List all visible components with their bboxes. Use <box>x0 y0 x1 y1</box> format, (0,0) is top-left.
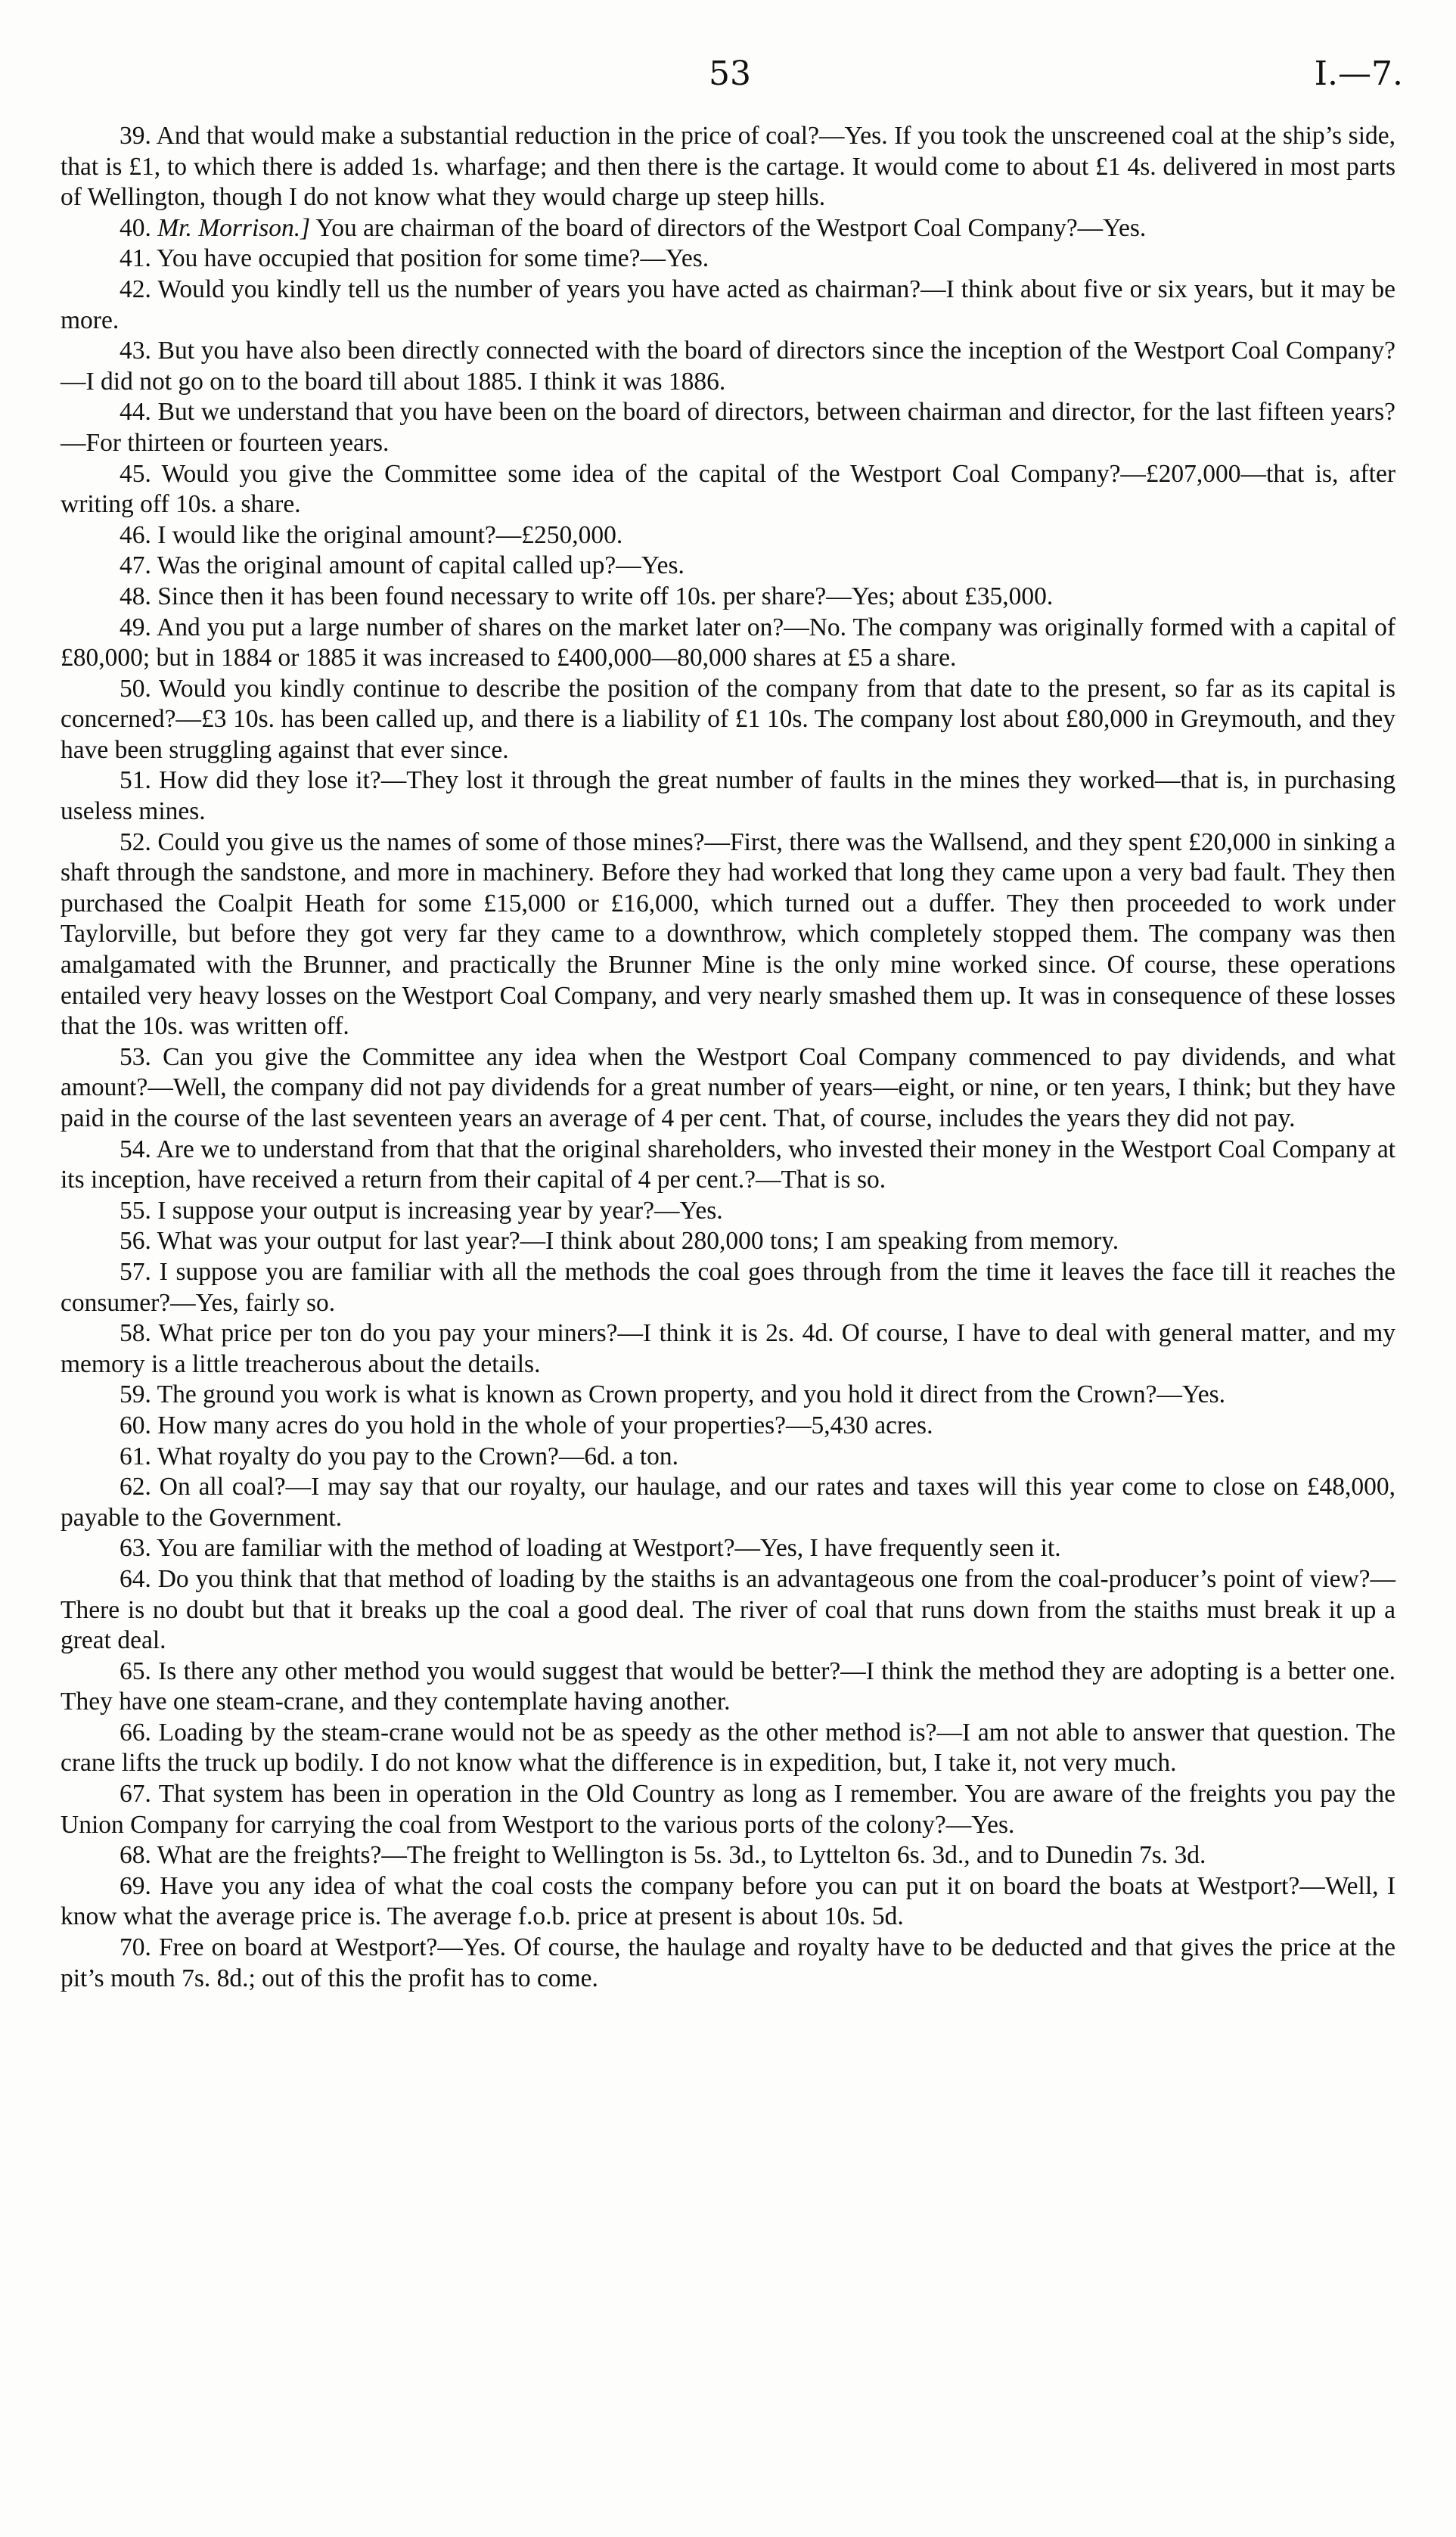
question-52 <box>61 828 1395 1042</box>
question-number: 61. <box>120 1442 151 1470</box>
question-number: 40. <box>120 213 151 242</box>
question-number: 52. <box>120 828 151 856</box>
question-61 <box>61 1442 1395 1473</box>
question-number: 60. <box>120 1411 151 1439</box>
question-text: What are the freights?—The freight to Wellington is 5s. 3d., to Lyttelton 6s. 3d., and to Dunedin 7s. 3d. <box>157 1841 1206 1870</box>
question-number: 65. <box>120 1657 151 1685</box>
question-50 <box>61 674 1395 766</box>
question-text: I suppose you are familiar with all the methods the coal goes through from the time it leaves the face till it reaches the consumer?—Yes, fairly so. <box>61 1257 1395 1317</box>
question-number: 45. <box>120 459 151 488</box>
question-54 <box>61 1135 1395 1196</box>
question-text: And you put a large number of shares on the market later on?—No. The company was originally formed with a capital of £80,000; but in 1884 or 1885 it was increased to £400,000—80,000 shares at £5 a share. <box>61 613 1395 672</box>
question-number: 46. <box>120 520 151 549</box>
question-66 <box>61 1718 1395 1779</box>
question-text: I suppose your output is increasing year by year?—Yes. <box>157 1196 723 1225</box>
question-text: I would like the original amount?—£250,000. <box>157 520 623 549</box>
question-text: Have you any idea of what the coal costs the company before you can put it on board the boats at Westport?—Well, I know what the average price is. The average f.o.b. price at present is about 10s. 5d. <box>61 1871 1395 1931</box>
question-65 <box>61 1657 1395 1718</box>
question-55 <box>61 1196 1395 1227</box>
question-text: Since then it has been found necessary to write off 10s. per share?—Yes; about £35,000. <box>157 582 1054 610</box>
question-number: 55. <box>120 1196 151 1225</box>
question-64 <box>61 1564 1395 1657</box>
question-text: But you have also been directly connected with the board of directors since the inception of the Westport Coal Company?—I did not go on to the board till about 1885. I think it was 1886. <box>61 337 1395 396</box>
question-text: You are familiar with the method of loading at Westport?—Yes, I have frequently seen it. <box>157 1534 1061 1563</box>
question-45 <box>61 459 1395 520</box>
question-number: 58. <box>120 1319 151 1348</box>
question-46 <box>61 520 1395 551</box>
question-number: 50. <box>120 674 151 703</box>
question-text: On all coal?—I may say that our royalty, our haulage, and our rates and taxes will this year come to close on £48,000, payable to the Government. <box>61 1473 1395 1532</box>
question-number: 41. <box>120 244 151 273</box>
question-47 <box>61 551 1395 582</box>
question-number: 56. <box>120 1227 151 1256</box>
question-44 <box>61 397 1395 458</box>
question-text: How did they lose it?—They lost it through the great number of faults in the mines they worked—that is, in purchasing useless mines. <box>61 766 1396 826</box>
question-text: You have occupied that position for some time?—Yes. <box>157 244 709 273</box>
question-number: 63. <box>120 1534 151 1563</box>
question-text: Would you kindly tell us the number of years you have acted as chairman?—I think about five or six years, but it may be more. <box>61 275 1395 334</box>
question-49 <box>61 613 1395 674</box>
question-40 <box>61 213 1395 244</box>
question-number: 39. <box>120 122 151 150</box>
question-67 <box>61 1779 1395 1840</box>
question-text: Was the original amount of capital called up?—Yes. <box>157 551 685 580</box>
question-number: 44. <box>120 398 151 427</box>
question-43 <box>61 336 1395 397</box>
question-number: 53. <box>120 1042 151 1071</box>
question-59 <box>61 1380 1395 1411</box>
question-text: Are we to understand from that that the original shareholders, who invested their money in the Westport Coal Company at its inception, have received a return from their capital of 4 per cent.?—That is so. <box>61 1135 1395 1194</box>
question-text: The ground you work is what is known as Crown property, and you hold it direct from the Crown?—Yes. <box>157 1380 1226 1409</box>
question-60 <box>61 1411 1395 1442</box>
question-number: 49. <box>120 613 151 641</box>
question-56 <box>61 1226 1395 1257</box>
question-text: Do you think that that method of loading by the staiths is an advantageous one from the coal-producer’s point of view?—There is no doubt but that it breaks up the coal a good deal. The river of coal that runs down from the staiths must break it up a great deal. <box>61 1564 1396 1655</box>
question-69 <box>61 1871 1395 1933</box>
question-text: Would you kindly continue to describe the position of the company from that date to the present, so far as its capital is concerned?—£3 10s. has been called up, and there is a liability of £1 10s. The company lost about £80,000 in Greymouth, and they have been struggling against that ever since. <box>61 674 1396 764</box>
question-text: What price per ton do you pay your miners?—I think it is 2s. 4d. Of course, I have to deal with general matter, and my memory is a little treacherous about the details. <box>61 1319 1395 1378</box>
question-text: Free on board at Westport?—Yes. Of course, the haulage and royalty have to be deducted and that gives the price at the pit’s mouth 7s. 8d.; out of this the profit has to come. <box>61 1933 1395 1992</box>
evidence-text <box>61 121 1395 1994</box>
question-39 <box>61 121 1395 213</box>
question-63 <box>61 1533 1395 1564</box>
question-68 <box>61 1840 1395 1871</box>
question-text: Loading by the steam-crane would not be as speedy as the other method is?—I am not able to answer that question. The crane lifts the truck up bodily. I do not know what the difference is in expedition, but, I take it, not very much. <box>61 1718 1396 1778</box>
question-text: Would you give the Committee some idea of the capital of the Westport Coal Company?—£207,000—that is, after writing off 10s. a share. <box>61 459 1395 519</box>
question-58 <box>61 1318 1395 1380</box>
question-number: 67. <box>120 1780 151 1809</box>
question-number: 48. <box>120 582 151 610</box>
question-57 <box>61 1257 1395 1318</box>
question-48 <box>61 582 1395 613</box>
question-number: 70. <box>120 1933 151 1962</box>
question-number: 51. <box>120 766 151 795</box>
question-text: And that would make a substantial reduction in the price of coal?—Yes. If you took the unscreened coal at the ship’s side, that is £1, to which there is added 1s. wharfage; and then there is the cartage. It would come to about £1 4s. delivered in most parts of Wellington, though I do not know what they would charge up steep hills. <box>61 122 1395 212</box>
question-number: 47. <box>120 551 151 580</box>
question-number: 54. <box>120 1135 151 1163</box>
page-header <box>57 54 1403 100</box>
speaker-name: Mr. Morrison.] <box>157 213 311 242</box>
question-text: But we understand that you have been on the board of directors, between chairman and director, for the last fifteen years?—For thirteen or fourteen years. <box>61 398 1395 457</box>
page-number: 53 <box>709 54 751 93</box>
question-number: 59. <box>120 1380 151 1409</box>
question-62 <box>61 1472 1395 1533</box>
question-text: You are chairman of the board of directors of the Westport Coal Company?—Yes. <box>315 213 1147 242</box>
question-number: 69. <box>120 1871 151 1900</box>
question-53 <box>61 1042 1395 1135</box>
question-51 <box>61 765 1395 827</box>
question-text: Is there any other method you would suggest that would be better?—I think the method they are adopting is a better one. They have one steam-crane, and they contemplate having another. <box>61 1657 1395 1716</box>
paper-reference: I.—7. <box>1314 54 1403 93</box>
question-number: 43. <box>120 337 151 365</box>
question-42 <box>61 275 1395 336</box>
question-number: 66. <box>120 1718 151 1747</box>
question-number: 42. <box>120 275 151 303</box>
question-text: Could you give us the names of some of those mines?—First, there was the Wallsend, and they spent £20,000 in sinking a shaft through the sandstone, and more in machinery. Before they had worked that long they came upon a very bad fault. They then purchased the Coalpit Heath for some £15,000 or £16,000, which turned out a duffer. They then proceeded to work under Taylorville, but before they got very far they came to a downthrow, which completely stopped them. The company was then amalgamated with the Brunner, and practically the Brunner Mine is the only mine worked since. Of course, these operations entailed very heavy losses on the Westport Coal Company, and very nearly smashed them up. It was in consequence of these losses that the 10s. was written off. <box>61 828 1395 1041</box>
question-70 <box>61 1933 1395 1994</box>
question-number: 62. <box>120 1473 151 1501</box>
question-text: What was your output for last year?—I think about 280,000 tons; I am speaking from memory. <box>157 1227 1119 1256</box>
question-41 <box>61 244 1395 275</box>
question-text: Can you give the Committee any idea when the Westport Coal Company commenced to pay dividends, and what amount?—Well, the company did not pay dividends for a great number of years—eight, or nine, or ten years, I think; but they have paid in the course of the last seventeen years an average of 4 per cent. That, of course, includes the years they did not pay. <box>61 1042 1395 1132</box>
question-number: 68. <box>120 1841 151 1870</box>
question-text: What royalty do you pay to the Crown?—6d. a ton. <box>157 1442 679 1470</box>
question-text: That system has been in operation in the Old Country as long as I remember. You are aware of the freights you pay the Union Company for carrying the coal from Westport to the various ports of the colony?—Yes. <box>61 1780 1395 1839</box>
question-text: How many acres do you hold in the whole of your properties?—5,430 acres. <box>157 1411 933 1439</box>
question-number: 57. <box>120 1257 151 1286</box>
question-number: 64. <box>120 1564 151 1593</box>
